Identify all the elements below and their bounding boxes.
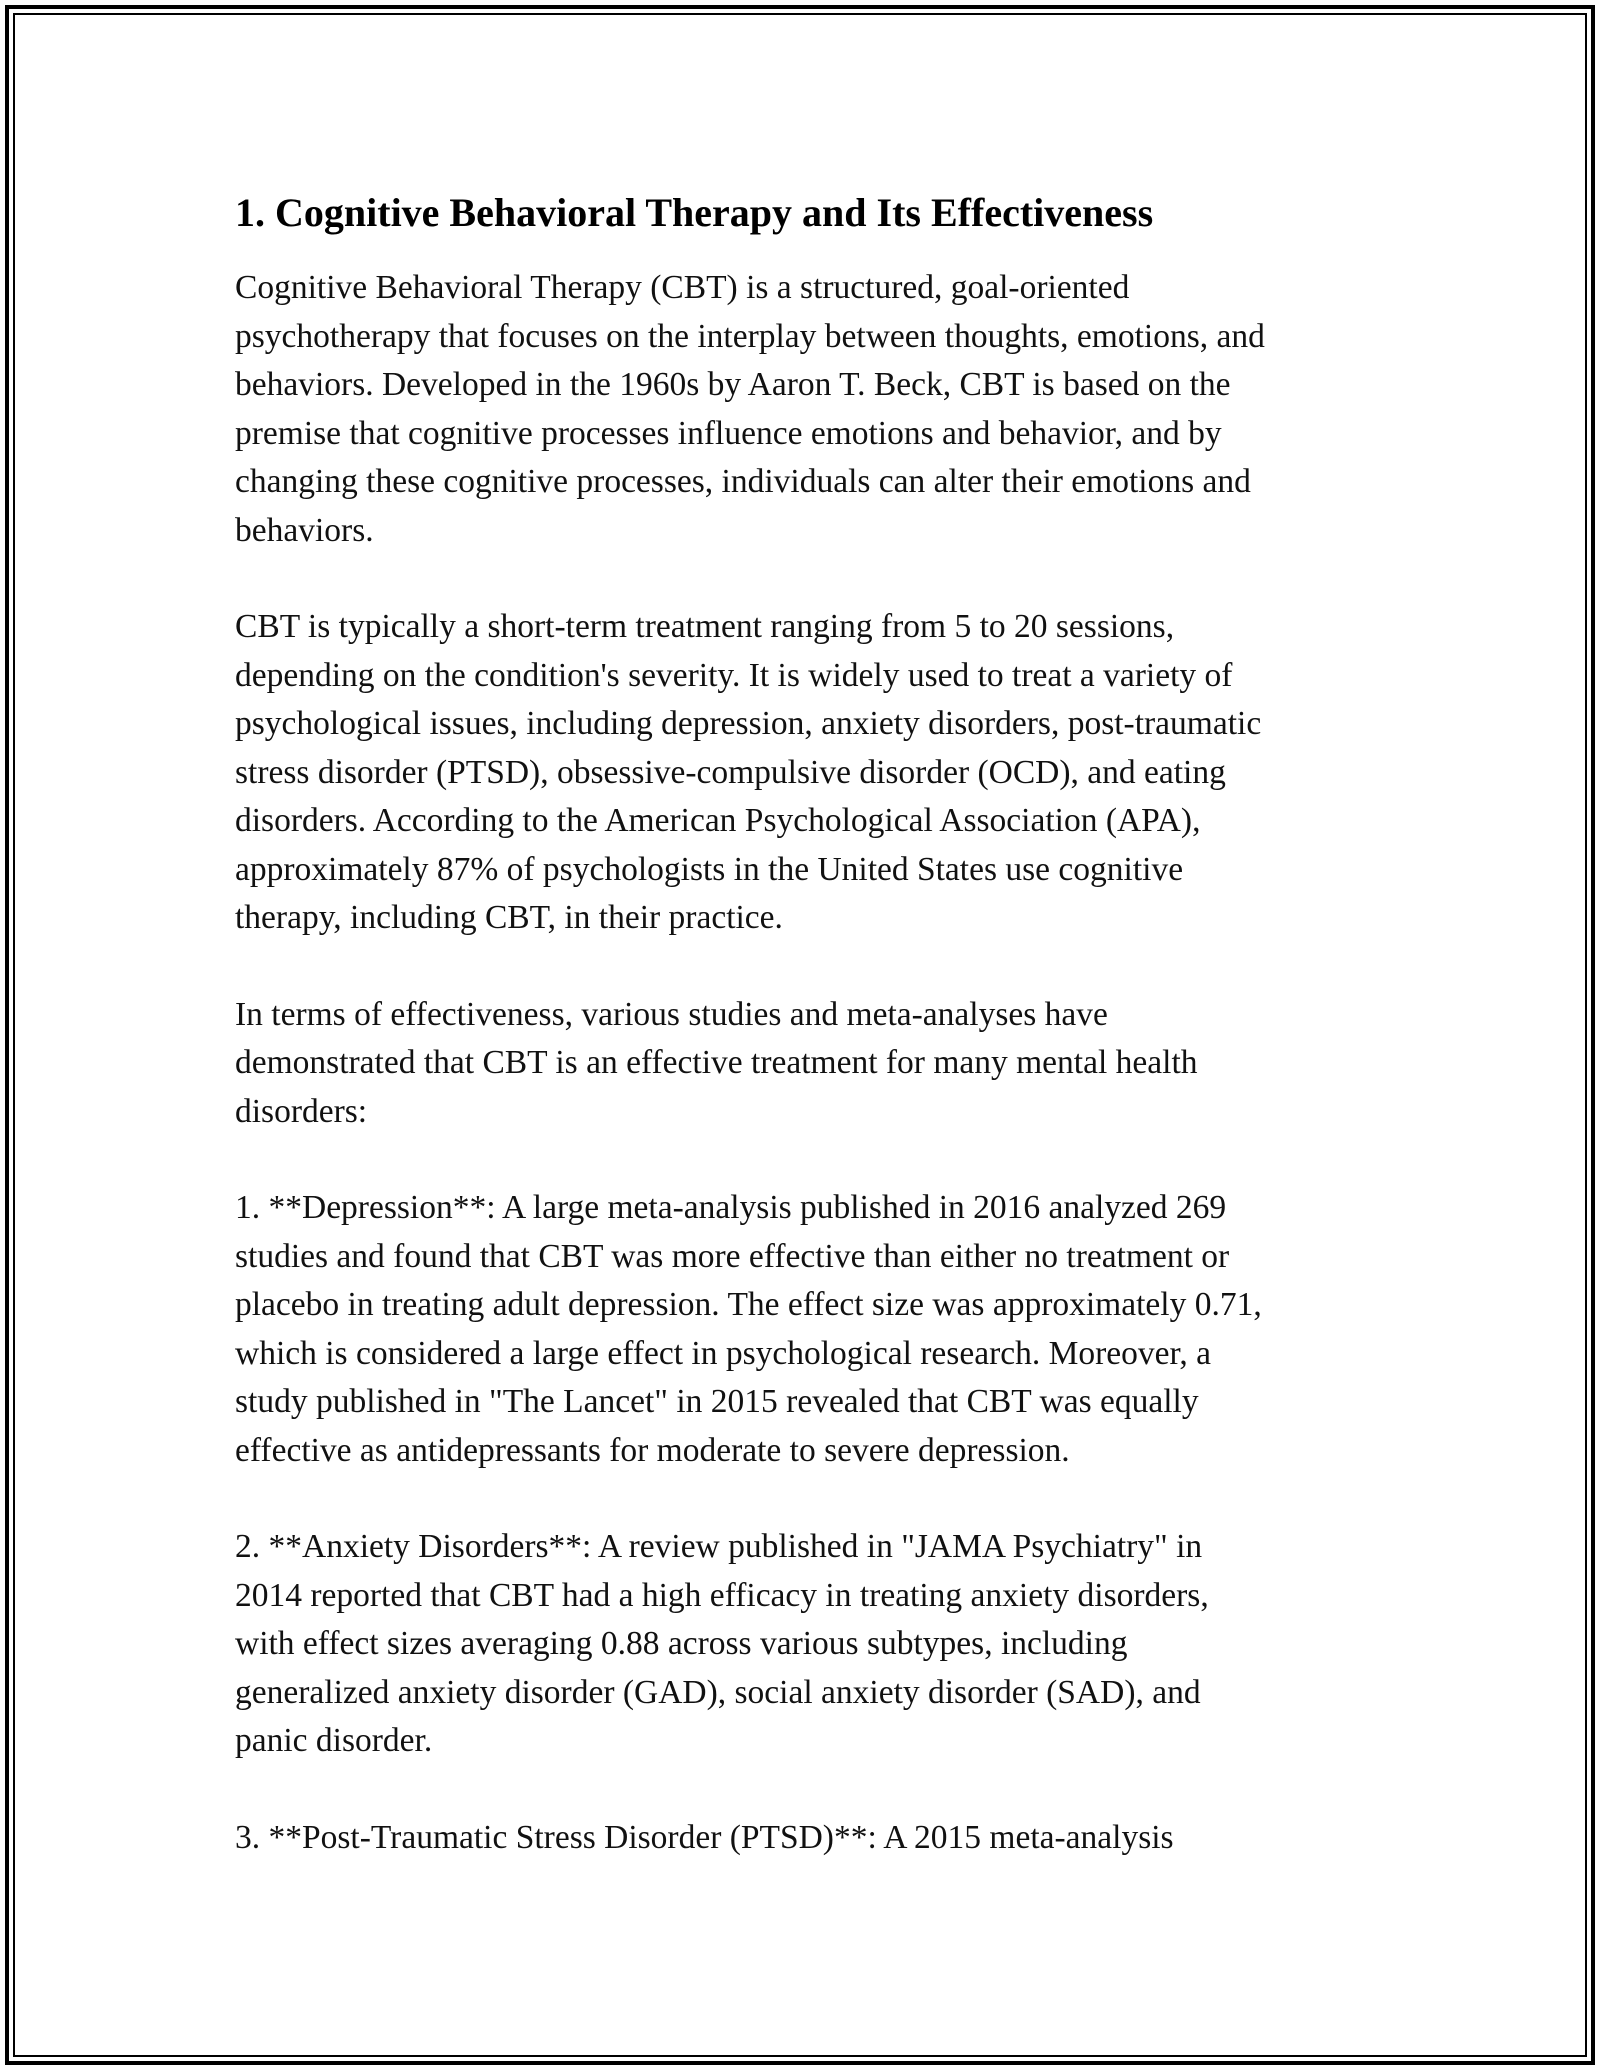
paragraph-effectiveness-intro: In terms of effectiveness, various studies and meta-analyses have demonstrated that CBT is an effective treatment for many mental health disorders:: [235, 995, 1198, 1130]
paragraph-depression: 1. **Depression**: A large meta-analysis published in 2016 analyzed 269 studies and found that CBT was more effective than either no treatment or placebo in treating adult depression. The effect size was approximately 0.71, which is considered a large effect in psychological research. Moreover, a study published in "The Lancet" in 2015 revealed that CBT was equally effective as antidepressants for moderate to severe depression.: [235, 1189, 1262, 1469]
section-heading: 1. Cognitive Behavioral Therapy and Its Effectiveness: [235, 190, 1154, 235]
paragraph-ptsd: 3. **Post-Traumatic Stress Disorder (PTSD)**: A 2015 meta-analysis: [235, 1818, 1174, 1856]
document-body: [235, 186, 1375, 1910]
paragraph-cbt-usage: CBT is typically a short-term treatment ranging from 5 to 20 sessions, depending on the condition's severity. It is widely used to treat a variety of psychological issues, including depression, anxiety disorders, post-traumatic stress disorder (PTSD), obsessive-compulsive disorder (OCD), and eating disorders. According to the American Psychological Association (APA), approximately 87% of psychologists in the United States use cognitive therapy, including CBT, in their practice.: [235, 608, 1262, 936]
paragraph-cbt-definition: Cognitive Behavioral Therapy (CBT) is a structured, goal-oriented psychotherapy that focuses on the interplay between thoughts, emotions, and behaviors. Developed in the 1960s by Aaron T. Beck, CBT is based on the premise that cognitive processes influence emotions and behavior, and by changing these cognitive processes, individuals can alter their emotions and behaviors.: [235, 269, 1265, 549]
paragraph-anxiety-disorders: 2. **Anxiety Disorders**: A review published in "JAMA Psychiatry" in 2014 reported that CBT had a high efficacy in treating anxiety disorders, with effect sizes averaging 0.88 across various subtypes, including generalized anxiety disorder (GAD), social anxiety disorder (SAD), and panic disorder.: [235, 1528, 1209, 1759]
